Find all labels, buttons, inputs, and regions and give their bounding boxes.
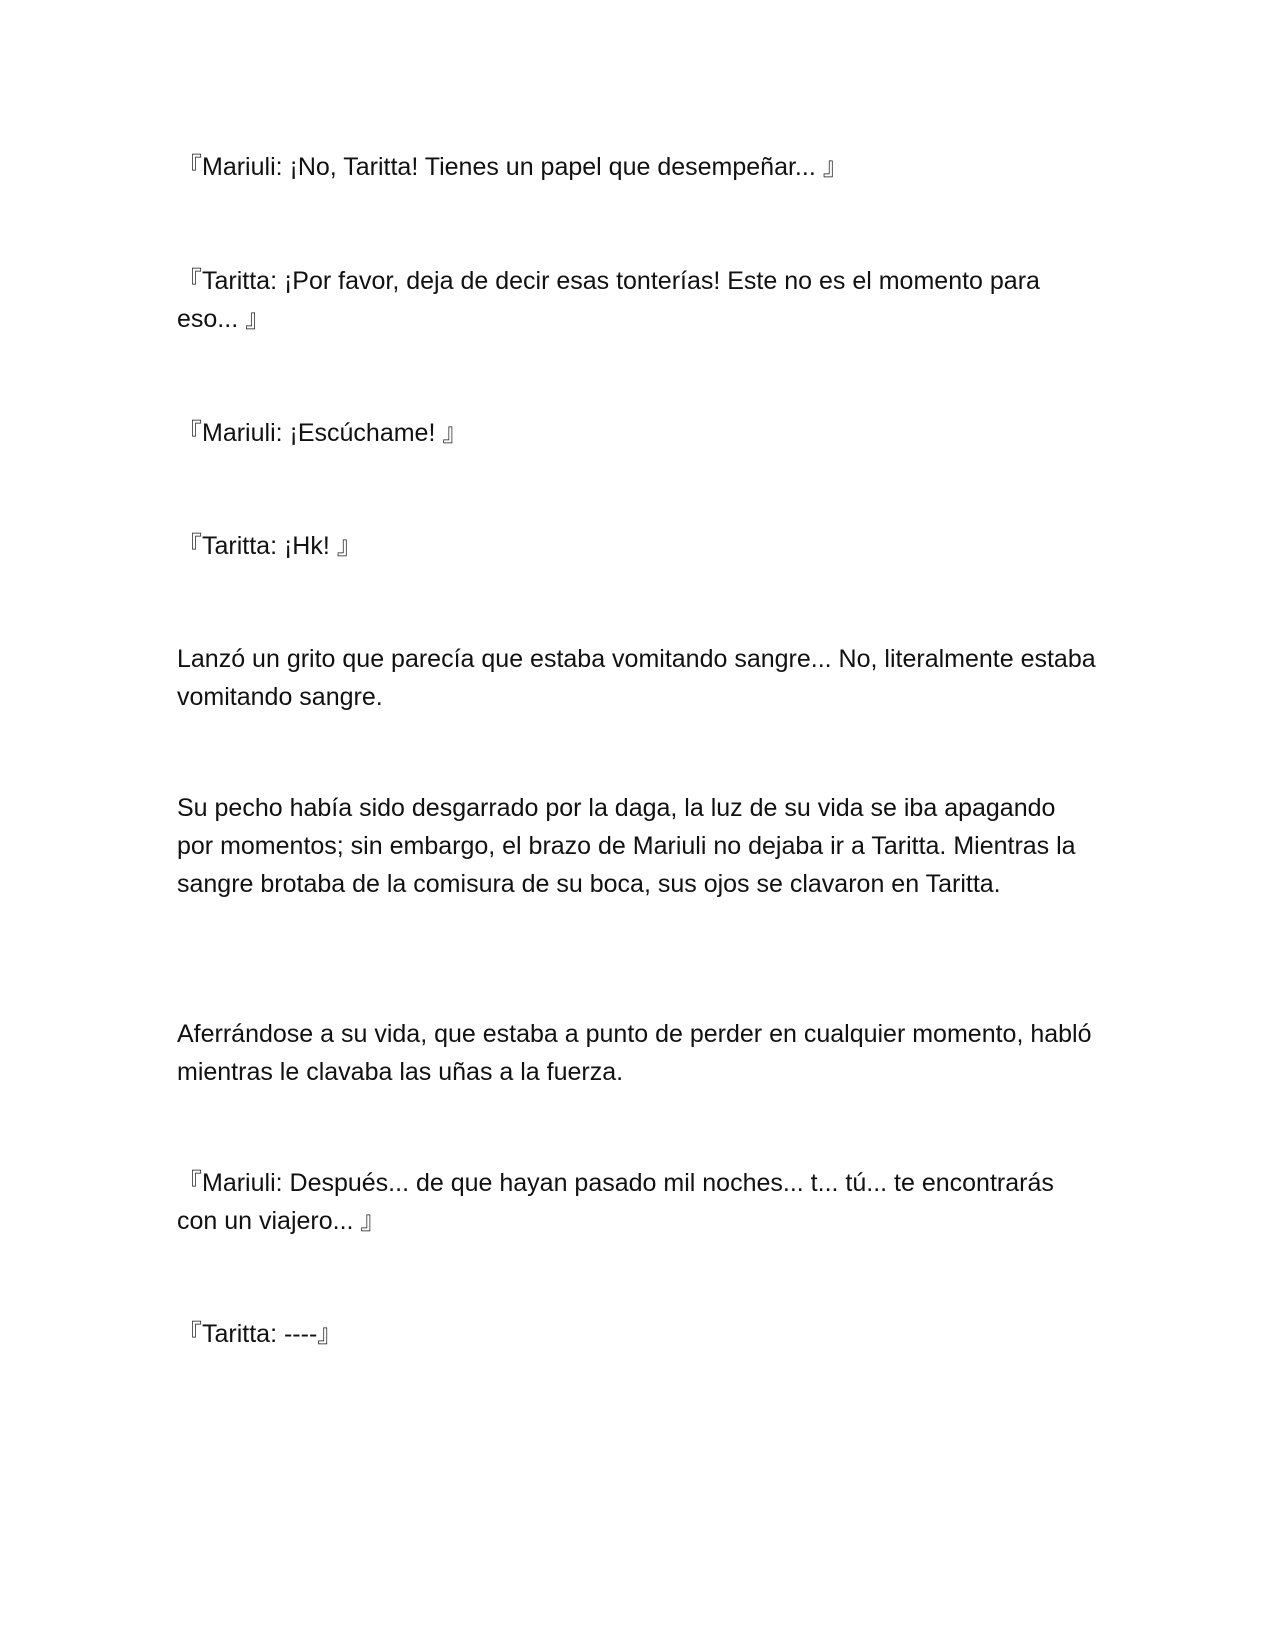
dialogue-taritta-3: 『Taritta: ----』	[177, 1320, 343, 1348]
narration-paragraph-2: Su pecho había sido desgarrado por la daga, la luz de su vida se iba apagando por momentos; sin embargo, el brazo de Mariuli no dejaba ir a Taritta. Mientras la sangre brotaba de la comisura de su boca, sus ojos se clavaron en Taritta.	[177, 794, 1076, 898]
dialogue-mariuli-3: 『Mariuli: Después... de que hayan pasado mil noches... t... tú... te encontrarás con un viajero... 』	[177, 1169, 1054, 1235]
narration-paragraph-3: Aferrándose a su vida, que estaba a punto de perder en cualquier momento, habló mientras le clavaba las uñas a la fuerza.	[177, 1020, 1092, 1086]
dialogue-mariuli-2: 『Mariuli: ¡Escúchame! 』	[177, 419, 468, 447]
dialogue-mariuli-1: 『Mariuli: ¡No, Taritta! Tienes un papel que desempeñar... 』	[177, 153, 848, 181]
narration-paragraph-1: Lanzó un grito que parecía que estaba vomitando sangre... No, literalmente estaba vomitando sangre.	[177, 645, 1096, 711]
dialogue-taritta-2: 『Taritta: ¡Hk! 』	[177, 532, 362, 560]
dialogue-taritta-1: 『Taritta: ¡Por favor, deja de decir esas tonterías! Este no es el momento para eso... 』	[177, 267, 1040, 333]
